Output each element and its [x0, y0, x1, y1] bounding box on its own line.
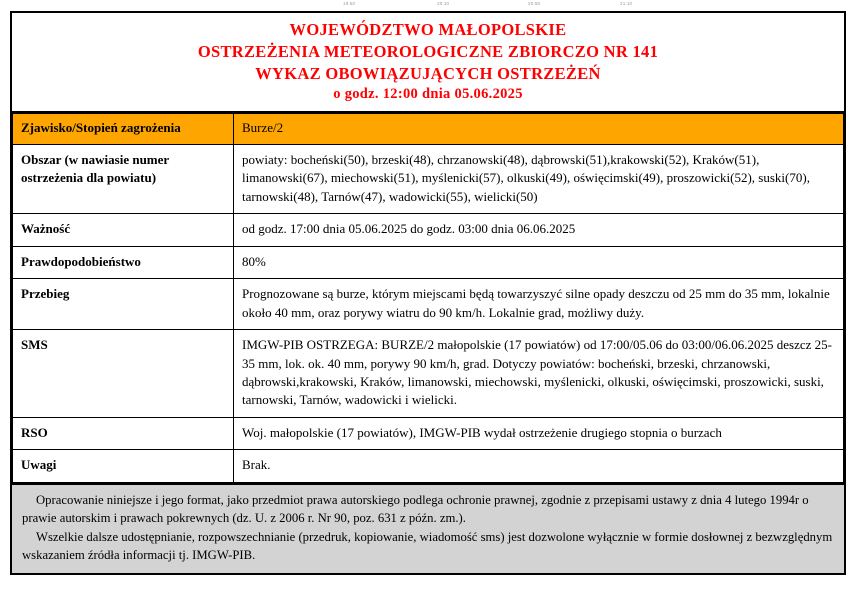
copyright-paragraph-1: Opracowanie niniejsze i jego format, jako przedmiot prawa autorskiego podlega ochronie prawnej, zgodnie z przepisami ustawy z dnia 4 lutego 1994r o prawie autorskim i prawach pokrewnych (dz. U. z 2006 r. Nr 90, poz. 631 z późn. zm.).	[22, 492, 809, 526]
time-axis-tick: 20:10	[437, 1, 450, 6]
row-label-notes	[13, 450, 234, 482]
table-row	[13, 246, 844, 278]
row-label-text: Przebieg	[21, 286, 70, 302]
row-value-text: od godz. 17:00 dnia 05.06.2025 do godz. 03:00 dnia 06.06.2025	[242, 221, 576, 237]
row-value-text: Prognozowane są burze, którym miejscami będą towarzyszyć silne opady deszczu od 25 mm do 35 mm, lokalnie około 40 mm, oraz porywy wiatru do 90 km/h. Lokalnie grad, możliwy duży.	[242, 286, 830, 320]
row-label-rso	[13, 417, 234, 449]
title-line-voivodeship: WOJEWÓDZTWO MAŁOPOLSKIE	[289, 20, 567, 39]
row-value-validity	[234, 214, 844, 246]
row-label-course	[13, 279, 234, 330]
table-row	[13, 144, 844, 213]
time-axis-tick: 21:10	[620, 1, 633, 6]
row-label-text: Prawdopodobieństwo	[21, 253, 141, 269]
row-value-course	[234, 279, 844, 330]
row-value-text: Burze/2	[242, 120, 284, 136]
row-label-text: Ważność	[21, 221, 71, 237]
time-axis-artifact	[0, 0, 856, 11]
row-label-text: Uwagi	[21, 457, 57, 473]
table-row	[13, 279, 844, 330]
row-label-area	[13, 144, 234, 213]
table-row	[13, 450, 844, 482]
row-label-probability	[13, 246, 234, 278]
row-label-hazard	[13, 114, 234, 144]
row-value-hazard	[234, 114, 844, 144]
row-value-area	[234, 144, 844, 213]
row-label-text: Zjawisko/Stopień zagrożenia	[21, 120, 181, 136]
row-value-text: powiaty: bocheński(50), brzeski(48), chrzanowski(48), dąbrowski(51),krakowski(52), Kraków(51), limanowski(67), miechowski(51), myślenicki(57), olkuski(49), oświęcimski(49), proszowicki(52), suski(70), tarnowski(48), Tarnów(47), wadowicki(55), wielicki(50)	[242, 151, 810, 204]
document-title-block	[12, 13, 844, 113]
time-axis-tick: 19:50	[343, 1, 356, 6]
row-value-text: Woj. małopolskie (17 powiatów), IMGW-PIB wydał ostrzeżenie drugiego stopnia o burzach	[242, 424, 722, 440]
time-axis-tick: 20:50	[528, 1, 541, 6]
row-label-text: SMS	[21, 337, 48, 353]
copyright-footer	[12, 483, 844, 573]
title-line-issue-time: o godz. 12:00 dnia 05.06.2025	[333, 86, 523, 103]
row-value-rso	[234, 417, 844, 449]
row-label-validity	[13, 214, 234, 246]
title-line-warning-number: OSTRZEŻENIA METEOROLOGICZNE ZBIORCZO NR 141	[197, 41, 659, 61]
table-row	[13, 214, 844, 246]
row-value-notes	[234, 450, 844, 482]
copyright-paragraph-2: Wszelkie dalsze udostępnianie, rozpowszechnianie (przedruk, kopiowanie, wiadomość sms) jest dozwolone wyłącznie w formie dosłownej z bezwzględnym wskazaniem źródła informacji tj. IMGW-PIB.	[22, 529, 833, 563]
table-row	[13, 330, 844, 418]
row-value-text: IMGW-PIB OSTRZEGA: BURZE/2 małopolskie (17 powiatów) od 17:00/05.06 do 03:00/06.06.2025 deszcz 25-35 mm, lok. ok. 40 mm, porywy 90 km/h, grad. Dotyczy powiatów: bocheński, brzeski, chrzanowski, dąbrowski,krakowski, Kraków, limanowski, miechowski, myślenicki, olkuski, oświęcimski, proszowicki, suski, tarnowski, Tarnów, wadowicki i wielicki.	[242, 337, 833, 408]
table-row	[13, 417, 844, 449]
row-value-probability	[234, 246, 844, 278]
title-line-list-heading: WYKAZ OBOWIĄZUJĄCYCH OSTRZEŻEŃ	[255, 63, 601, 83]
row-label-text: RSO	[21, 424, 48, 440]
row-label-sms	[13, 330, 234, 418]
warning-document	[10, 11, 846, 575]
row-value-text: Brak.	[242, 457, 271, 473]
warning-details-table	[12, 113, 844, 482]
row-label-text: Obszar (w nawiasie numer ostrzeżenia dla powiatu)	[21, 151, 169, 186]
warning-table-body	[13, 114, 844, 482]
row-value-sms	[234, 330, 844, 418]
table-row	[13, 114, 844, 144]
row-value-text: 80%	[242, 253, 266, 269]
